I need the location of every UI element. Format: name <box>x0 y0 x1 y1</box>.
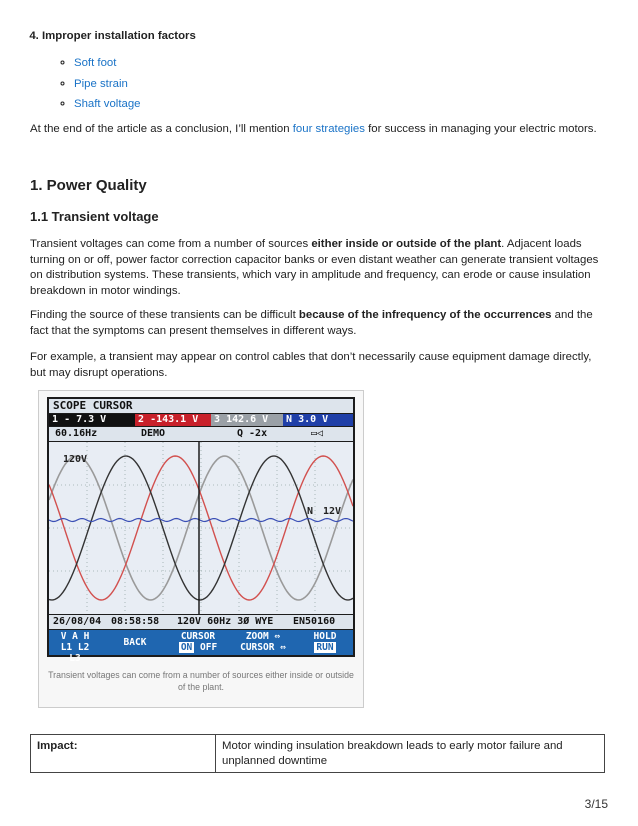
scope-softkeys <box>49 630 353 664</box>
scope-status-bar <box>49 427 353 441</box>
frequency-readout: 60.16Hz <box>55 428 98 439</box>
soft-foot-link[interactable]: Soft foot <box>74 57 117 69</box>
paragraph-sources <box>30 237 608 299</box>
conclusion-paragraph <box>30 122 608 138</box>
paragraph-example: For example, a transient may appear on control cables that don’t necessarily cause equipment damage directly, but may disrupt operations. <box>30 351 592 379</box>
waveform-svg <box>49 442 353 614</box>
impact-value: Motor winding insulation breakdown leads to early motor failure and unplanned downtime <box>216 735 605 773</box>
label-12v: 12V <box>323 506 342 517</box>
shaft-voltage-link[interactable]: Shaft voltage <box>74 98 141 110</box>
scope-screen-image <box>47 397 355 664</box>
back-softkey: BACK <box>123 637 147 648</box>
scope-meters <box>49 414 353 426</box>
config-readout: 120V 60Hz 3Ø WYE <box>177 616 274 627</box>
para1-bold: either inside or outside of the plant <box>311 238 502 250</box>
scope-footer <box>49 615 353 629</box>
waveform-plot <box>49 442 353 614</box>
sub-item-soft-foot[interactable] <box>74 56 141 77</box>
conclusion-text-end: for success in managing your electric motors. <box>364 123 597 135</box>
screen-capture-icon: ▭◁ <box>311 428 324 439</box>
scope-title: SCOPE CURSOR <box>49 399 353 413</box>
time-readout: 08:58:58 <box>111 616 160 627</box>
hold-softkey: HOLD RUN <box>313 631 337 653</box>
numbered-item: 4. Improper installation factors <box>42 30 196 42</box>
sub-item-pipe-strain[interactable] <box>74 77 141 98</box>
conclusion-text: At the end of the article as a conclusion, I’ll mention <box>30 123 293 135</box>
four-strategies-link[interactable]: four strategies <box>292 123 365 135</box>
pipe-strain-link[interactable]: Pipe strain <box>74 77 128 90</box>
para2-bold: because of the infrequency of the occurrences <box>298 309 552 321</box>
meter-phase-1: 1 - 7.3 V <box>49 414 135 426</box>
para1-text: Transient voltages can come from a number of sources <box>30 238 312 250</box>
standard-readout: EN50160 <box>293 616 336 627</box>
subsection-heading: 1.1 Transient voltage <box>30 209 159 224</box>
zoom-readout: Q -2x <box>237 428 268 439</box>
figure-caption: Transient voltages can come from a number of sources either inside or outside of the plant. <box>48 670 354 692</box>
para2-text-end: and the fact that the symptoms can present themselves in different ways. <box>30 309 593 337</box>
meter-neutral: N 3.0 V <box>283 414 353 426</box>
table-row <box>31 735 605 773</box>
zoom-softkey: ZOOM ⇔ CURSOR ⇔ <box>240 631 286 653</box>
section-heading: 1. Power Quality <box>30 177 147 194</box>
label-120v: 120V <box>63 454 88 465</box>
sub-list <box>56 56 141 118</box>
impact-label: Impact: <box>31 735 216 773</box>
meter-phase-3: 3 142.6 V <box>211 414 283 426</box>
paragraph-finding <box>30 308 608 339</box>
date-readout: 26/08/04 <box>53 616 102 627</box>
cursor-softkey: CURSOR ON OFF <box>180 631 218 653</box>
figure <box>38 390 364 708</box>
page-number: 3/15 <box>584 797 608 811</box>
label-n: N <box>307 506 314 517</box>
meter-phase-2: 2 -143.1 V <box>135 414 211 426</box>
sub-item-shaft-voltage[interactable] <box>74 97 141 118</box>
para1-text-end: . Adjacent loads turning on or off, power factor correction capacitor banks or even distant weather can generate transient voltages on distribution systems. These transients, which vary in amplitude and frequency, can erode or cause insulation breakdown in motor windings. <box>30 238 599 297</box>
impact-table <box>30 734 605 773</box>
vahn-softkey: V A H L1 L2 L3 <box>60 631 90 664</box>
mode-readout: DEMO <box>141 428 166 439</box>
numbered-list <box>20 30 196 42</box>
para2-text: Finding the source of these transients can be difficult <box>30 309 299 321</box>
